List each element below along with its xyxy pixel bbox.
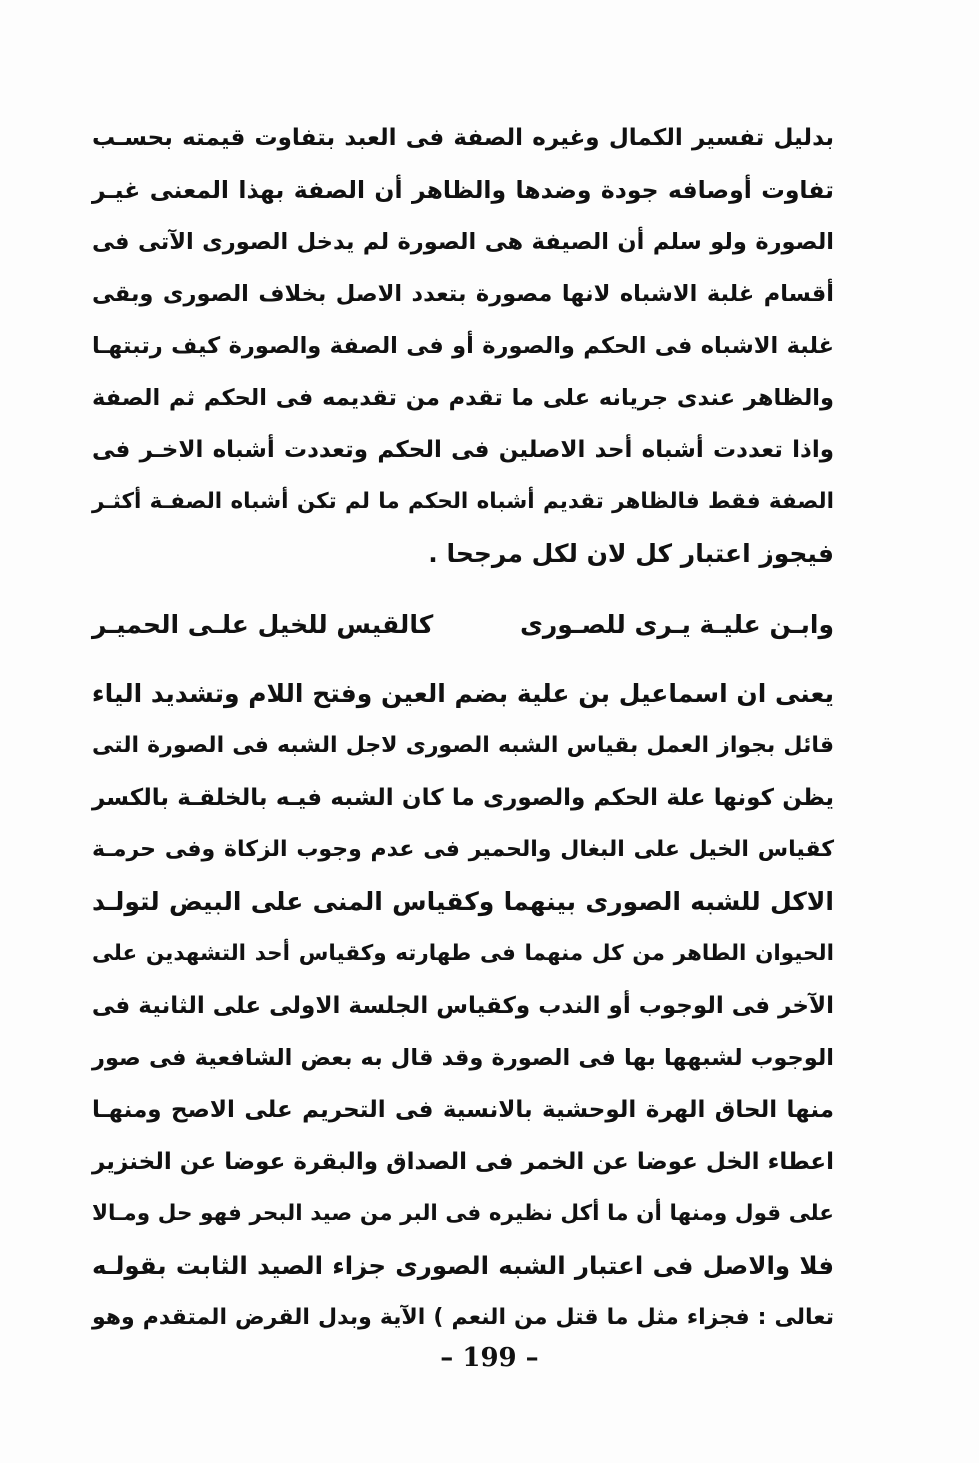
text-line: أقسام غلبة الاشباه لانها مصورة بتعدد الاصل بخلاف الصورى وبقى xyxy=(92,281,834,307)
text-line: تفاوت أوصافه جودة وضدها والظاهر أن الصفة بهذا المعنى غيـر xyxy=(92,176,834,204)
text-line: فلا والاصل فى اعتبار الشبه الصورى جزاء الصيد الثابت بقولـه xyxy=(92,1251,834,1280)
poem-left-hemistich: كالقيس للخيل علـى الحميـر xyxy=(92,609,434,639)
poem-right-hemistich: وابـن عليـة يـرى للصـورى xyxy=(520,609,834,639)
text-line: الصورة ولو سلم أن الصيفة هى الصورة لم يدخل الصورى الآتى فى xyxy=(92,229,834,255)
text-line: الآخر فى الوجوب أو الندب وكقياس الجلسة الاولى على الثانية فى xyxy=(91,993,834,1019)
text-line: الاكل للشبه الصورى بينهما وكقياس المنى على البيض لتولـد xyxy=(92,887,834,916)
text-line: تعالى : فجزاء مثل ما قتل من النعم ) الآية وبدل القرض المتقدم وهو xyxy=(92,1305,834,1330)
text-line: الحيوان الطاهر من كل منهما فى طهارته وكقياس أحد التشهدين على xyxy=(92,941,834,966)
text-line: والظاهر عندى جريانه على ما تقدم من تقديمه فى الحكم ثم الصفة xyxy=(92,385,834,411)
text-line: واذا تعددت أشباه أحد الاصلين فى الحكم وتعددت أشباه الاخـر فى xyxy=(92,437,834,463)
text-line: على قول ومنها أن ما أكل نظيره فى البر من صيد البحر فهو حل ومـالا xyxy=(92,1201,834,1226)
text-line: اعطاء الخل عوضا عن الخمر فى الصداق والبقرة عوضا عن الخنزير xyxy=(92,1149,834,1175)
paragraph-1 xyxy=(92,112,834,580)
page-number: – 199 – xyxy=(440,1343,539,1373)
poem-verse xyxy=(92,596,834,652)
text-line: منها الحاق الهرة الوحشية بالانسية فى التحريم على الاصح ومنهـا xyxy=(92,1097,834,1123)
text-line: يعنى ان اسماعيل بن علية بضم العين وفتح اللام وتشديد الياء xyxy=(91,679,834,708)
paragraph-2 xyxy=(92,668,834,1344)
text-line: قائل بجواز العمل بقياس الشبه الصورى لاجل الشبه فى الصورة التى xyxy=(92,733,834,758)
text-line: فيجوز اعتبار كل لان لكل مرجحا . xyxy=(428,539,834,568)
text-line: غلبة الاشباه فى الحكم والصورة أو فى الصفة والصورة كيف رتبتهـا xyxy=(92,333,834,359)
text-line: الوجوب لشبهها بها فى الصورة وقد قال به بعض الشافعية فى صور xyxy=(92,1045,834,1071)
text-line: يظن كونها علة الحكم والصورى ما كان الشبه فيـه بالخلقـة بالكسر xyxy=(92,785,834,811)
text-line: الصفة فقط فالظاهر تقديم أشباه الحكم ما لم تكن أشباه الصفـة أكثـر xyxy=(92,489,834,514)
text-line: بدليل تفسير الكمال وغيره الصفة فى العبد بتفاوت قيمته بحسـب xyxy=(92,125,834,151)
text-line: كقياس الخيل على البغال والحمير فى عدم وجوب الزكاة وفى حرمـة xyxy=(92,837,834,862)
